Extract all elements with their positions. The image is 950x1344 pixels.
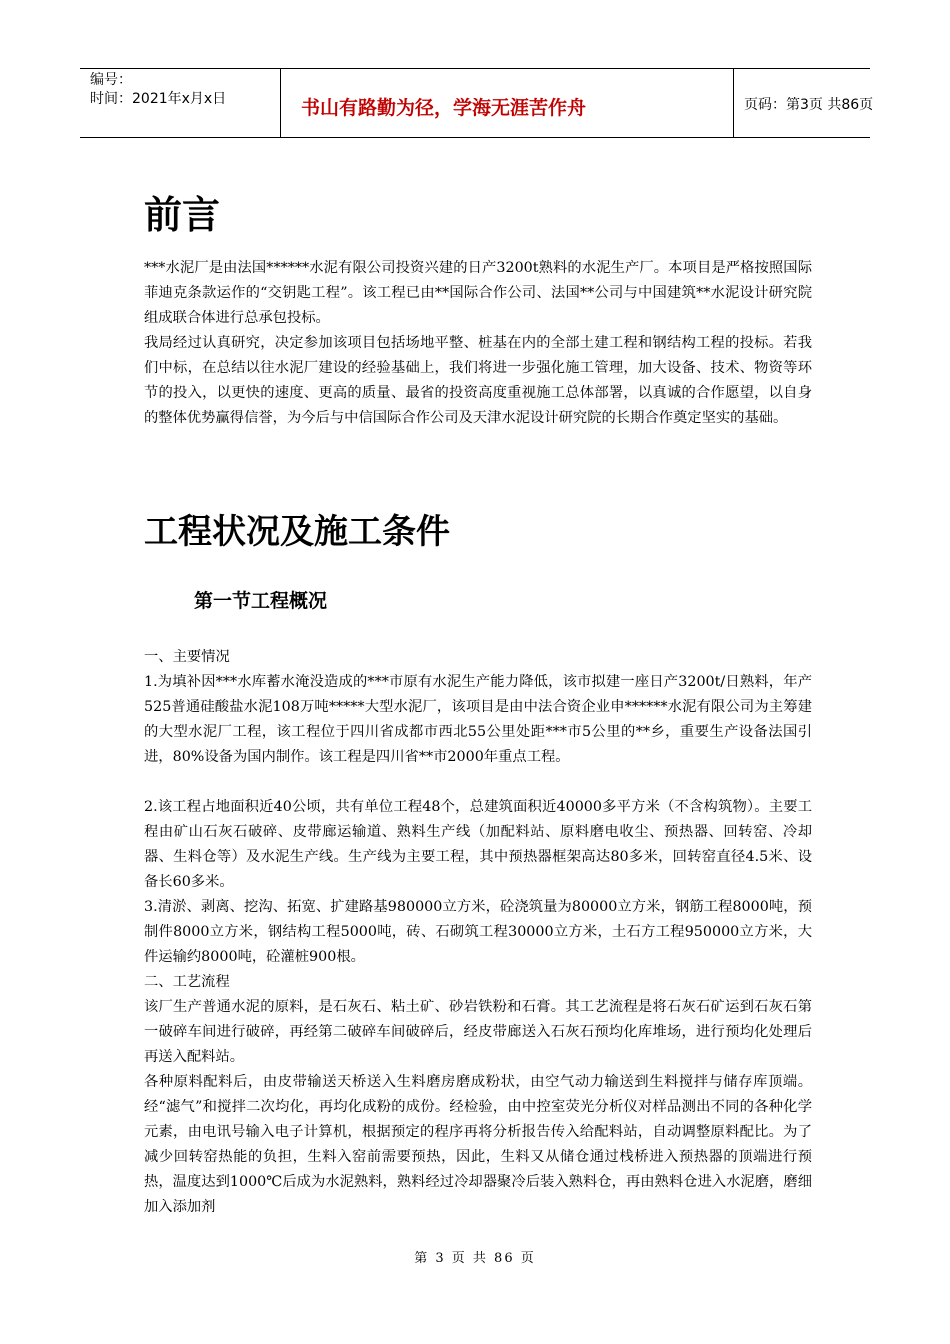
header-motto: 书山有路勤为径，学海无涯苦作舟 xyxy=(301,97,587,119)
engineering-heading: 工程状况及施工条件 xyxy=(144,512,450,552)
header-table xyxy=(80,68,874,138)
preface-paragraph-1: ***水泥厂是由法国******水泥有限公司投资兴建的日产3200t熟料的水泥生产厂。本项目是严格按照国际菲迪克条款运作的“交钥匙工程”。该工程已由**国际合作公司、法国**公司与中国建筑**水泥设计研究院组成联合体进行总承包投标。 xyxy=(144,260,812,326)
body-paragraph-1: 1.为填补因***水库蓄水淹没造成的***市原有水泥生产能力降低，该市拟建一座日产3200t/日熟料，年产525普通硅酸盐水泥108万吨*****大型水泥厂，该项目是由中法合资企业申******水泥有限公司为主筹建的大型水泥厂工程，该工程位于四川省成都市西北55公里处距***市5公里的**乡，重要生产设备法国引进，80%设备为国内制作。该工程是四川省**市2000年重点工程。 xyxy=(144,674,812,765)
header-motto-cell xyxy=(281,69,734,137)
subheading-main-situation: 一、主要情况 xyxy=(144,649,230,665)
document-number-label: 编号： xyxy=(90,72,132,88)
body-paragraph-5: 各种原料配料后，由皮带输送天桥送入生料磨房磨成粉状，由空气动力输送到生料搅拌与储存库顶端。经“滤气”和搅拌二次均化，再均化成粉的成份。经检验，由中控室荧光分析仪对样品测出不同的各种化学元素，由电讯号输入电子计算机，根据预定的程序再将分析报告传入给配料站，自动调整原料配比。为了减少回转窑热能的负担，生料入窑前需要预热，因此，生料又从储仓通过栈桥进入预热器的顶端进行预热，温度达到1000℃后成为水泥熟料，熟料经过冷却器聚冷后装入熟料仓，再由熟料仓进入水泥磨，磨细加入添加剂 xyxy=(144,1074,812,1215)
header-page-cell xyxy=(734,69,874,137)
page-footer: 第 3 页 共 86 页 xyxy=(414,1251,536,1266)
header-page-info: 页码：第3页 共86页 xyxy=(744,97,874,113)
section-heading: 第一节工程概况 xyxy=(194,590,328,612)
document-date-label: 时间：2021年x月x日 xyxy=(90,91,227,107)
preface-heading: 前言 xyxy=(144,193,221,237)
body-paragraph-3: 3.清淤、剥离、挖沟、拓宽、扩建路基980000立方米，砼浇筑量为80000立方米，钢筋工程8000吨，预制件8000立方米，钢结构工程5000吨，砖、石砌筑工程30000立方米，土石方工程950000立方米，大件运输约8000吨，砼灌桩900根。 xyxy=(144,899,812,965)
body-paragraph-4: 该厂生产普通水泥的原料，是石灰石、粘土矿、砂岩铁粉和石膏。其工艺流程是将石灰石矿运到石灰石第一破碎车间进行破碎，再经第二破碎车间破碎后，经皮带廊送入石灰石预均化库堆场，进行预均化处理后再送入配料站。 xyxy=(144,999,812,1065)
header-info-cell xyxy=(80,69,281,137)
body-paragraph-2: 2.该工程占地面积近40公顷，共有单位工程48个，总建筑面积近40000多平方米（不含构筑物）。主要工程由矿山石灰石破碎、皮带廊运输道、熟料生产线（加配料站、原料磨电收尘、预热器、回转窑、冷却器、生料仓等）及水泥生产线。生产线为主要工程，其中预热器框架高达80多米，回转窑直径4.5米、设备长60多米。 xyxy=(144,799,812,890)
preface-paragraph-2: 我局经过认真研究，决定参加该项目包括场地平整、桩基在内的全部土建工程和钢结构工程的投标。若我们中标，在总结以往水泥厂建设的经验基础上，我们将进一步强化施工管理，加大设备、技术、物资等环节的投入，以更快的速度、更高的质量、最省的投资高度重视施工总体部署，以真诚的合作愿望，以自身的整体优势赢得信誉，为今后与中信国际合作公司及天津水泥设计研究院的长期合作奠定坚实的基础。 xyxy=(144,335,812,426)
subheading-process-flow: 二、工艺流程 xyxy=(144,974,230,990)
